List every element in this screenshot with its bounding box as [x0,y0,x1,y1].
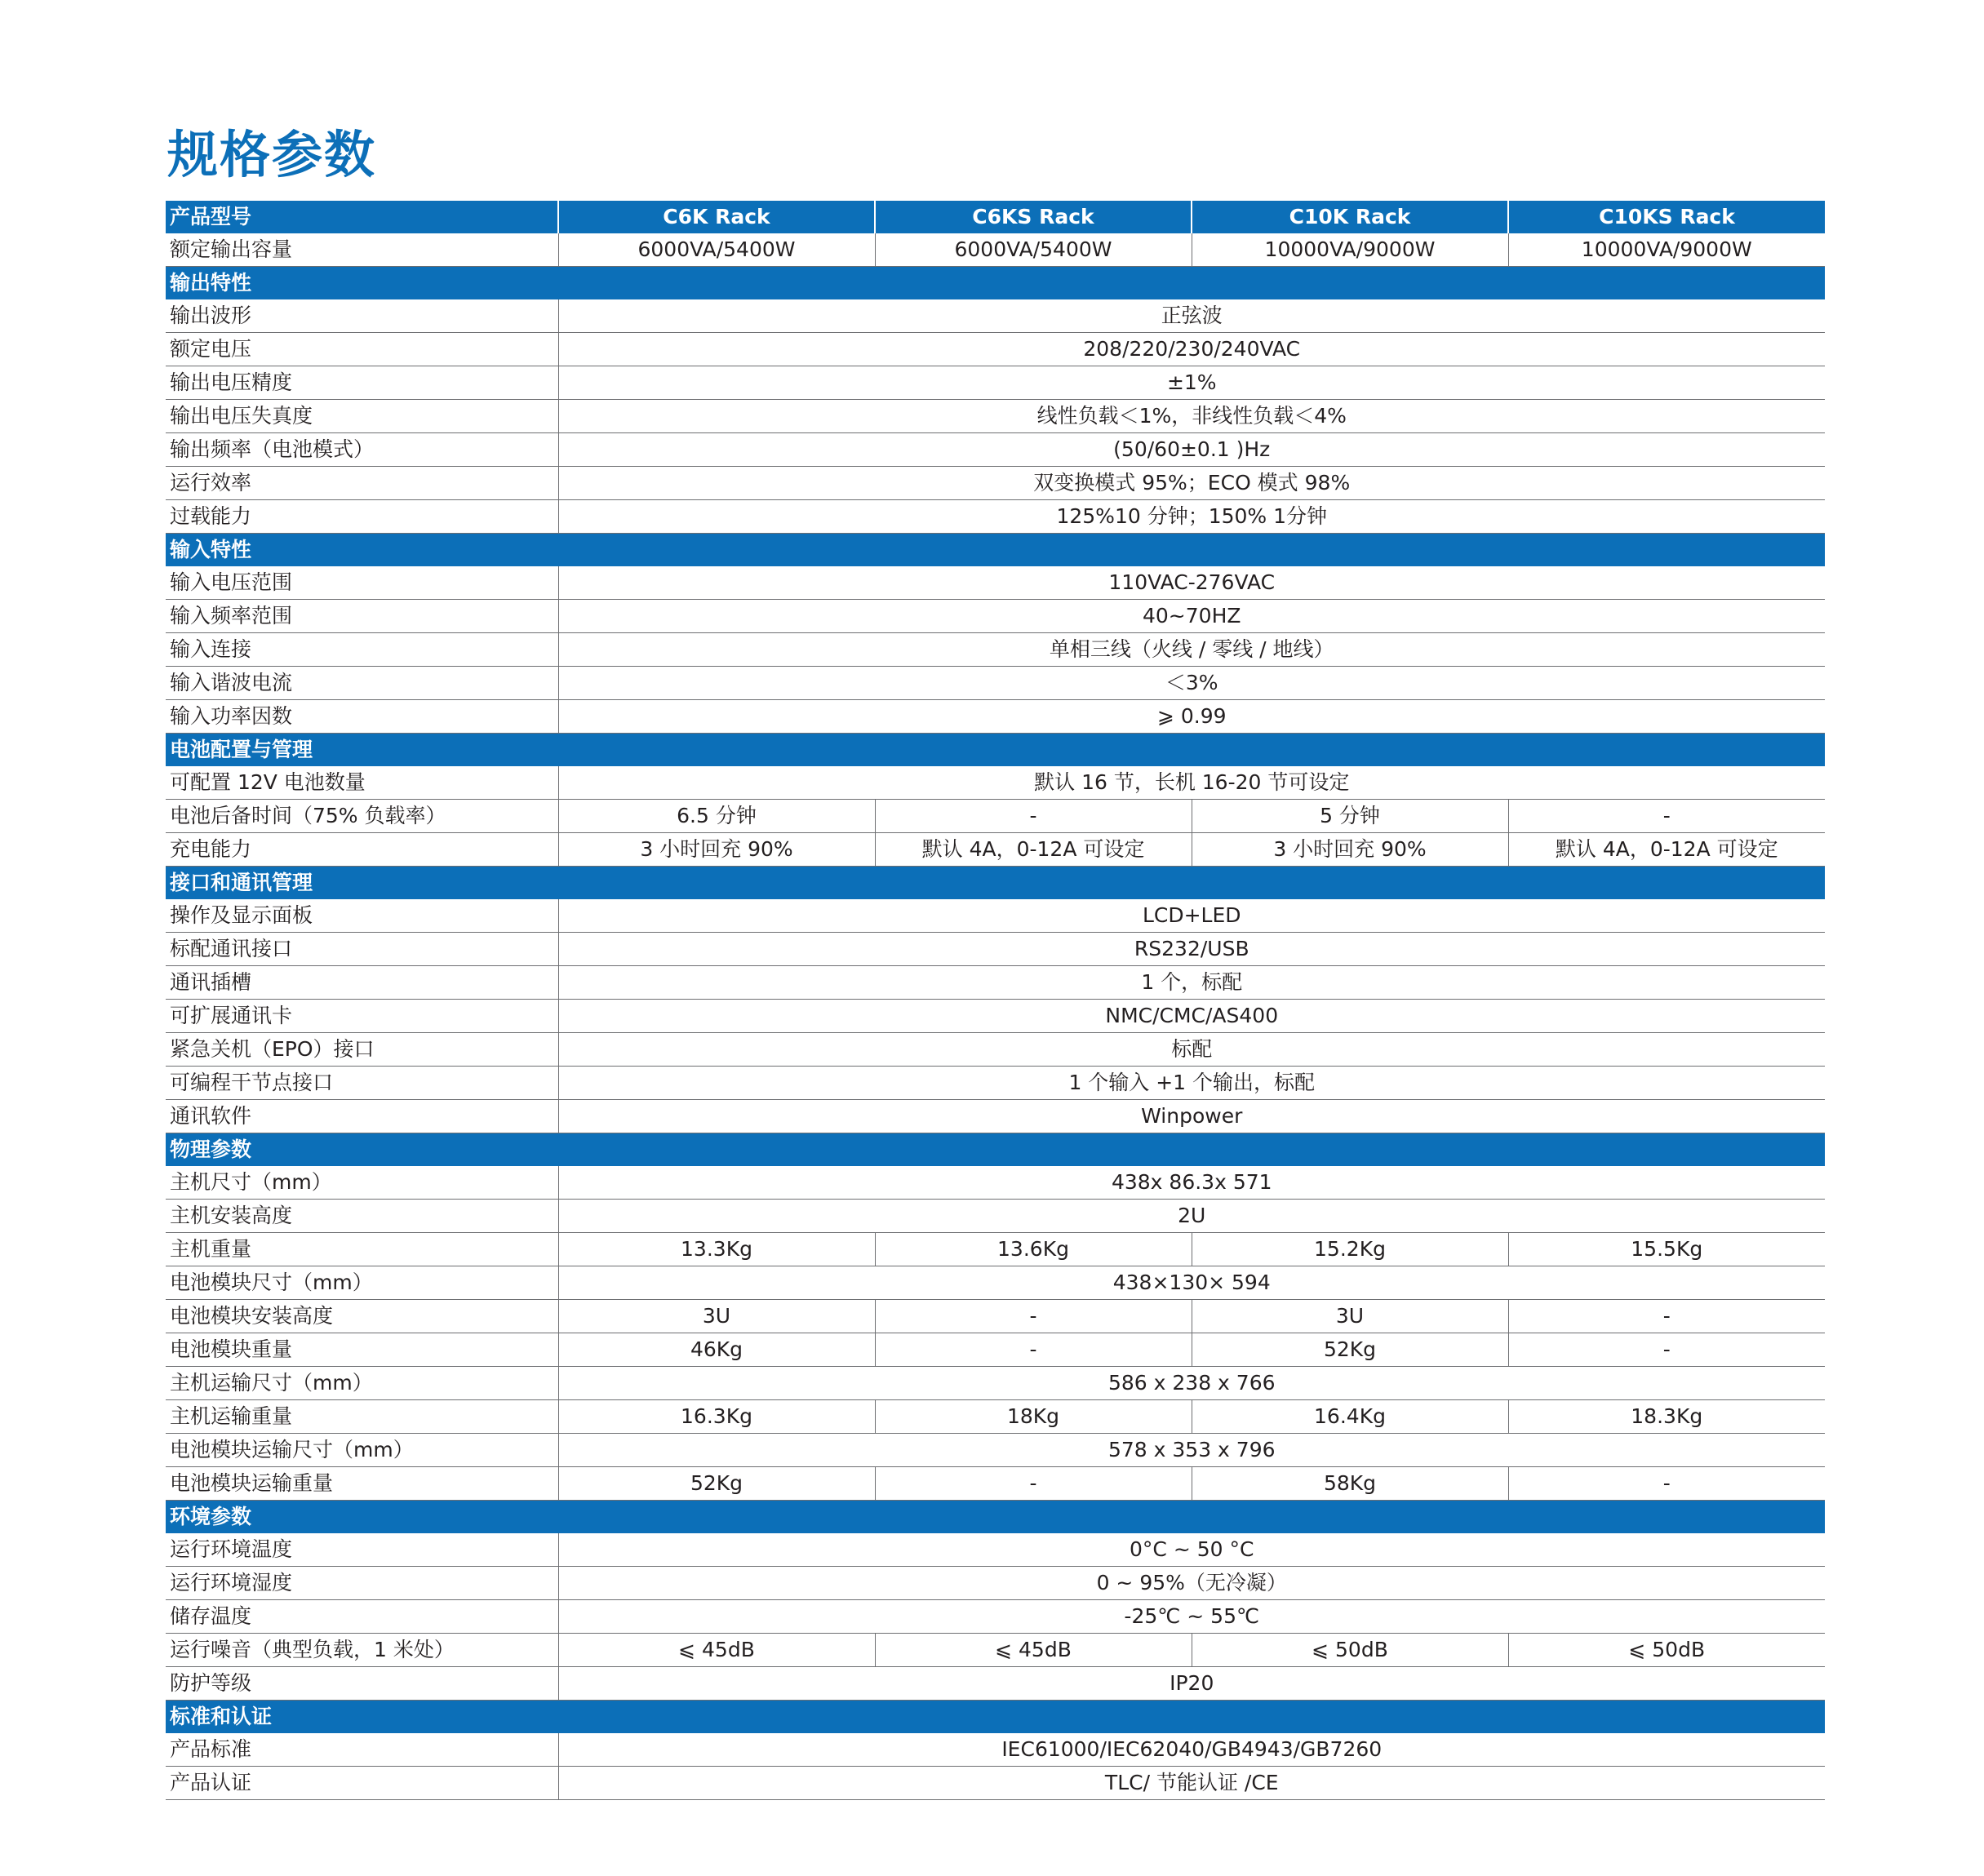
page-title: 规格参数 [167,125,377,184]
section-header-row [166,534,1825,567]
spec-value: - [875,1300,1192,1333]
spec-value: - [875,1467,1192,1501]
spec-value: 13.3Kg [558,1233,875,1266]
spec-value: 438x 86.3x 571 [558,1166,1825,1200]
spec-label: 主机重量 [166,1233,558,1266]
spec-value: ＜3% [558,667,1825,700]
spec-value: 58Kg [1192,1467,1508,1501]
spec-value: 1 个输入 +1 个输出，标配 [558,1067,1825,1100]
table-row [166,1567,1825,1600]
table-row [166,1533,1825,1567]
table-row [166,233,1825,267]
spec-value: 46Kg [558,1333,875,1367]
spec-value: 1 个，标配 [558,966,1825,1000]
spec-value: - [1508,1300,1825,1333]
spec-value: 0 ~ 95%（无冷凝） [558,1567,1825,1600]
spec-label: 防护等级 [166,1667,558,1701]
spec-label: 额定输出容量 [166,233,558,267]
spec-value: 15.5Kg [1508,1233,1825,1266]
spec-value: 438×130× 594 [558,1266,1825,1300]
spec-value: LCD+LED [558,899,1825,933]
table-row [166,1166,1825,1200]
table-row [166,1233,1825,1266]
spec-label: 输出电压失真度 [166,400,558,433]
spec-label: 输入谐波电流 [166,667,558,700]
spec-value: 6000VA/5400W [875,233,1192,267]
spec-label: 紧急关机（EPO）接口 [166,1033,558,1067]
spec-label: 电池模块重量 [166,1333,558,1367]
section-title: 标准和认证 [166,1701,1825,1734]
spec-value: ⩽ 50dB [1192,1634,1508,1667]
spec-label: 电池模块尺寸（mm） [166,1266,558,1300]
spec-label: 产品标准 [166,1733,558,1767]
spec-label: 通讯软件 [166,1100,558,1133]
spec-label: 运行环境湿度 [166,1567,558,1600]
table-row [166,299,1825,333]
table-row [166,1434,1825,1467]
spec-value: 双变换模式 95%；ECO 模式 98% [558,467,1825,500]
spec-value: 3U [558,1300,875,1333]
spec-label: 主机安装高度 [166,1200,558,1233]
spec-label: 主机尺寸（mm） [166,1166,558,1200]
spec-value: 2U [558,1200,1825,1233]
spec-value: 10000VA/9000W [1192,233,1508,267]
spec-value: ⩽ 50dB [1508,1634,1825,1667]
spec-value: 16.4Kg [1192,1400,1508,1434]
header-label: 产品型号 [166,201,558,233]
spec-label: 输入电压范围 [166,566,558,600]
table-row [166,467,1825,500]
section-header-row [166,267,1825,300]
spec-label: 可编程干节点接口 [166,1067,558,1100]
spec-value: 单相三线（火线 / 零线 / 地线） [558,633,1825,667]
spec-value: 默认 16 节，长机 16-20 节可设定 [558,766,1825,800]
model-c6ks-rack: C6KS Rack [875,201,1192,233]
spec-body [166,233,1825,1800]
spec-value: 3 小时回充 90% [558,833,875,867]
table-row [166,1634,1825,1667]
spec-value: 线性负载＜1%，非线性负载＜4% [558,400,1825,433]
model-c6k-rack: C6K Rack [558,201,875,233]
table-row [166,966,1825,1000]
spec-value: - [1508,800,1825,833]
spec-value: 默认 4A，0-12A 可设定 [1508,833,1825,867]
table-row [166,1200,1825,1233]
spec-value: 40~70HZ [558,600,1825,633]
table-row [166,667,1825,700]
spec-value: 10000VA/9000W [1508,233,1825,267]
table-row [166,1767,1825,1800]
spec-value: 3 小时回充 90% [1192,833,1508,867]
table-row [166,633,1825,667]
table-row [166,766,1825,800]
model-c10ks-rack: C10KS Rack [1508,201,1825,233]
spec-value: IEC61000/IEC62040/GB4943/GB7260 [558,1733,1825,1767]
spec-label: 电池后备时间（75% 负载率） [166,800,558,833]
table-row [166,1266,1825,1300]
spec-label: 标配通讯接口 [166,933,558,966]
spec-label: 主机运输重量 [166,1400,558,1434]
table-row [166,700,1825,734]
section-title: 输入特性 [166,534,1825,567]
table-row [166,400,1825,433]
spec-value: 18Kg [875,1400,1192,1434]
spec-label: 操作及显示面板 [166,899,558,933]
table-row [166,899,1825,933]
spec-value: - [1508,1467,1825,1501]
table-row [166,1733,1825,1767]
spec-label: 产品认证 [166,1767,558,1800]
spec-value: 标配 [558,1033,1825,1067]
spec-label: 通讯插槽 [166,966,558,1000]
table-row [166,366,1825,400]
spec-table [166,201,1825,1800]
table-row [166,800,1825,833]
spec-value: 52Kg [1192,1333,1508,1367]
section-title: 物理参数 [166,1133,1825,1167]
spec-value: 18.3Kg [1508,1400,1825,1434]
table-row [166,1667,1825,1701]
spec-label: 主机运输尺寸（mm） [166,1367,558,1400]
spec-value: 15.2Kg [1192,1233,1508,1266]
spec-label: 额定电压 [166,333,558,366]
spec-value: 16.3Kg [558,1400,875,1434]
table-row [166,1367,1825,1400]
section-title: 电池配置与管理 [166,734,1825,767]
spec-value: - [1508,1333,1825,1367]
spec-value: ±1% [558,366,1825,400]
spec-label: 输入连接 [166,633,558,667]
section-title: 输出特性 [166,267,1825,300]
spec-label: 电池模块运输重量 [166,1467,558,1501]
spec-value: 5 分钟 [1192,800,1508,833]
table-row [166,933,1825,966]
section-header-row [166,867,1825,900]
spec-value: RS232/USB [558,933,1825,966]
table-row [166,433,1825,467]
spec-value: 125%10 分钟；150% 1分钟 [558,500,1825,534]
spec-value: 578 x 353 x 796 [558,1434,1825,1467]
spec-value: 6000VA/5400W [558,233,875,267]
spec-value: Winpower [558,1100,1825,1133]
spec-label: 可配置 12V 电池数量 [166,766,558,800]
section-title: 环境参数 [166,1501,1825,1534]
spec-label: 运行效率 [166,467,558,500]
spec-value: 52Kg [558,1467,875,1501]
section-header-row [166,734,1825,767]
spec-label: 电池模块运输尺寸（mm） [166,1434,558,1467]
spec-value: TLC/ 节能认证 /CE [558,1767,1825,1800]
spec-value: 默认 4A，0-12A 可设定 [875,833,1192,867]
table-header-row [166,201,1825,233]
spec-value: (50/60±0.1 )Hz [558,433,1825,467]
spec-value: ⩾ 0.99 [558,700,1825,734]
spec-label: 过载能力 [166,500,558,534]
spec-label: 充电能力 [166,833,558,867]
spec-value: 586 x 238 x 766 [558,1367,1825,1400]
table-row [166,1000,1825,1033]
table-row [166,600,1825,633]
table-row [166,1400,1825,1434]
spec-value: 正弦波 [558,299,1825,333]
table-row [166,833,1825,867]
section-title: 接口和通讯管理 [166,867,1825,900]
spec-label: 输出波形 [166,299,558,333]
table-row [166,1333,1825,1367]
table-row [166,1600,1825,1634]
table-row [166,333,1825,366]
spec-label: 储存温度 [166,1600,558,1634]
spec-value: ⩽ 45dB [875,1634,1192,1667]
spec-label: 输入频率范围 [166,600,558,633]
spec-value: ⩽ 45dB [558,1634,875,1667]
table-row [166,566,1825,600]
table-row [166,1100,1825,1133]
spec-label: 输入功率因数 [166,700,558,734]
model-c10k-rack: C10K Rack [1192,201,1508,233]
section-header-row [166,1501,1825,1534]
spec-label: 可扩展通讯卡 [166,1000,558,1033]
spec-value: 208/220/230/240VAC [558,333,1825,366]
spec-value: - [875,1333,1192,1367]
spec-label: 输出电压精度 [166,366,558,400]
spec-value: 3U [1192,1300,1508,1333]
spec-label: 输出频率（电池模式） [166,433,558,467]
spec-value: 0°C ~ 50 °C [558,1533,1825,1567]
table-row [166,1467,1825,1501]
spec-label: 运行噪音（典型负载，1 米处） [166,1634,558,1667]
section-header-row [166,1133,1825,1167]
table-row [166,500,1825,534]
spec-value: 13.6Kg [875,1233,1192,1266]
table-row [166,1033,1825,1067]
spec-value: 110VAC-276VAC [558,566,1825,600]
spec-label: 运行环境温度 [166,1533,558,1567]
table-row [166,1067,1825,1100]
spec-value: 6.5 分钟 [558,800,875,833]
section-header-row [166,1701,1825,1734]
spec-value: -25℃ ~ 55℃ [558,1600,1825,1634]
spec-value: NMC/CMC/AS400 [558,1000,1825,1033]
table-row [166,1300,1825,1333]
spec-value: - [875,800,1192,833]
spec-label: 电池模块安装高度 [166,1300,558,1333]
spec-value: IP20 [558,1667,1825,1701]
